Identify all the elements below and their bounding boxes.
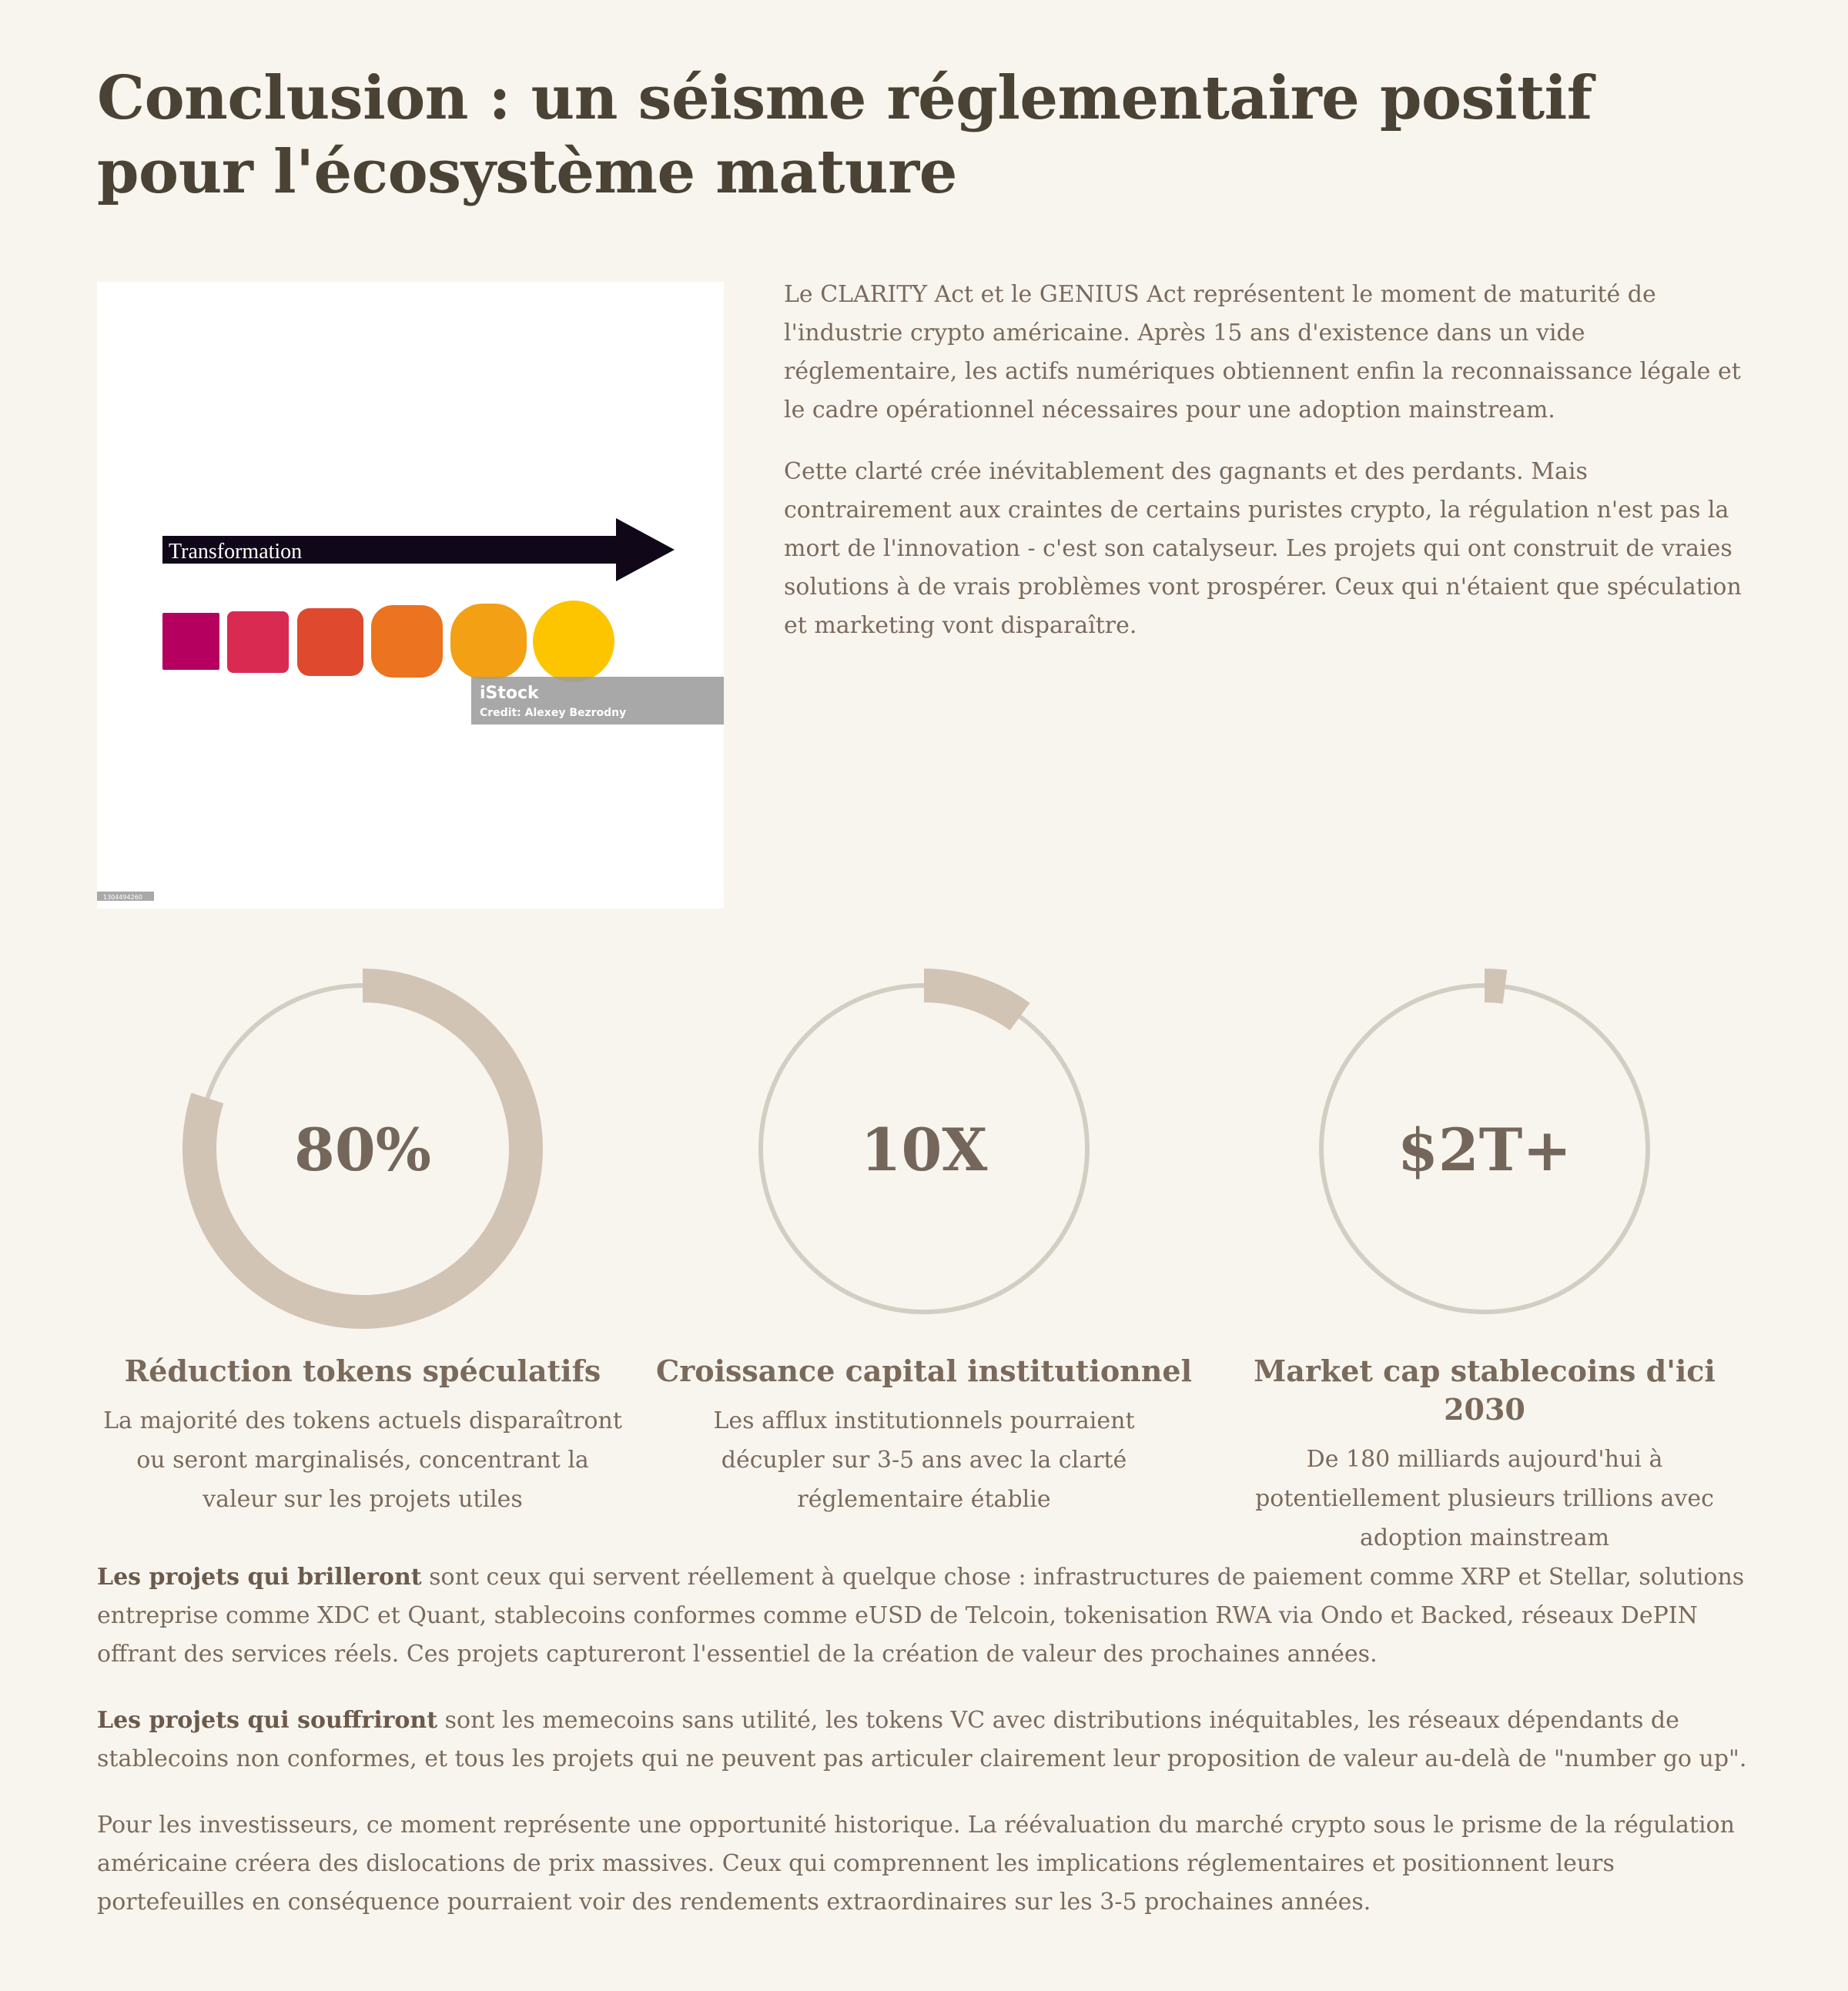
progress-ring: [176, 962, 549, 1335]
stat-value: 10X: [860, 1116, 988, 1184]
stat-value: 80%: [294, 1116, 431, 1184]
winners-text: sont ceux qui servent réellement à quelque chose : infrastructures de paiement comme XRP et Stellar, solutions entreprise comme XDC et Quant, stablecoins conformes comme eUSD de Telcoin, tokenisation RWA via Ondo et Backed, réseaux DePIN offrant des services réels. Ces projets captureront l'essentiel de la création de valeur des prochaines années.: [97, 1564, 1745, 1668]
transformation-graphic: [97, 282, 724, 908]
intro-text: [784, 276, 1756, 668]
winners-lead: Les projets qui brilleront: [97, 1564, 422, 1591]
watermark-brand: iStock: [480, 684, 539, 703]
page-title: Conclusion : un séisme réglementaire positif pour l'écosystème mature: [97, 63, 1592, 207]
color-block-4: [371, 605, 443, 678]
progress-ring: [1298, 962, 1671, 1335]
stat-stablecoin-market-cap: [1215, 962, 1754, 1558]
arrow-label: Transformation: [169, 540, 303, 564]
color-block-3: [297, 608, 363, 676]
stat-title: Market cap stablecoins d'ici 2030: [1254, 1354, 1716, 1427]
intro-paragraph-2: Cette clarté crée inévitablement des gagnants et des perdants. Mais contrairement aux craintes de certains puristes crypto, la régulation n'est pas la mort de l'innovation - c'est son catalyseur. Les projets qui ont construit de vraies solutions à de vrais problèmes vont prospérer. Ceux qui n'étaient que spéculation et marketing vont disparaître.: [784, 458, 1742, 639]
stat-description: De 180 milliards aujourd'hui à potentiellement plusieurs trillions avec adoption mainstream: [1255, 1446, 1714, 1551]
closing-paragraph: Pour les investisseurs, ce moment représente une opportunité historique. La réévaluation du marché crypto sous le prisme de la régulation américaine créera des dislocations de prix massives. Ceux qui comprennent les implications réglementaires et positionnent leurs portefeuilles en conséquence pourraient voir des rendements extraordinaires sur les 3-5 prochaines années.: [97, 1812, 1735, 1916]
stat-title: Croissance capital institutionnel: [655, 1354, 1193, 1388]
stat-value: $2T+: [1398, 1116, 1572, 1184]
stat-description: Les afflux institutionnels pourraient décupler sur 3-5 ans avec la clarté réglementaire établie: [713, 1407, 1135, 1513]
conclusion-body: [97, 1558, 1760, 1949]
color-block-5: [450, 604, 527, 679]
winners-paragraph: [97, 1558, 1760, 1674]
losers-text: sont les memecoins sans utilité, les tokens VC avec distributions inéquitables, les réseaux dépendants de stablecoins non conformes, et tous les projets qui ne peuvent pas articuler clairement leur proposition de valeur au-delà de "number go up".: [97, 1707, 1747, 1772]
color-block-2: [227, 611, 289, 673]
stat-title: Réduction tokens spéculatifs: [124, 1354, 601, 1388]
progress-ring: [738, 962, 1110, 1335]
image-id: 1304494260: [103, 894, 142, 901]
color-block-6: [533, 601, 614, 682]
intro-paragraph-1: Le CLARITY Act et le GENIUS Act représentent le moment de maturité de l'industrie crypto américaine. Après 15 ans d'existence dans un vide réglementaire, les actifs numériques obtiennent enfin la reconnaissance légale et le cadre opérationnel nécessaires pour une adoption mainstream.: [784, 281, 1741, 423]
stat-speculative-reduction: [93, 962, 632, 1519]
stat-institutional-growth: [654, 962, 1194, 1519]
stat-description: La majorité des tokens actuels disparaîtront ou seront marginalisés, concentrant la valeur sur les projets utiles: [103, 1407, 622, 1513]
losers-lead: Les projets qui souffriront: [97, 1707, 438, 1734]
losers-paragraph: [97, 1702, 1760, 1779]
color-block-1: [162, 613, 219, 670]
transformation-illustration: [97, 282, 724, 908]
watermark-credit: Credit: Alexey Bezrodny: [480, 707, 627, 719]
